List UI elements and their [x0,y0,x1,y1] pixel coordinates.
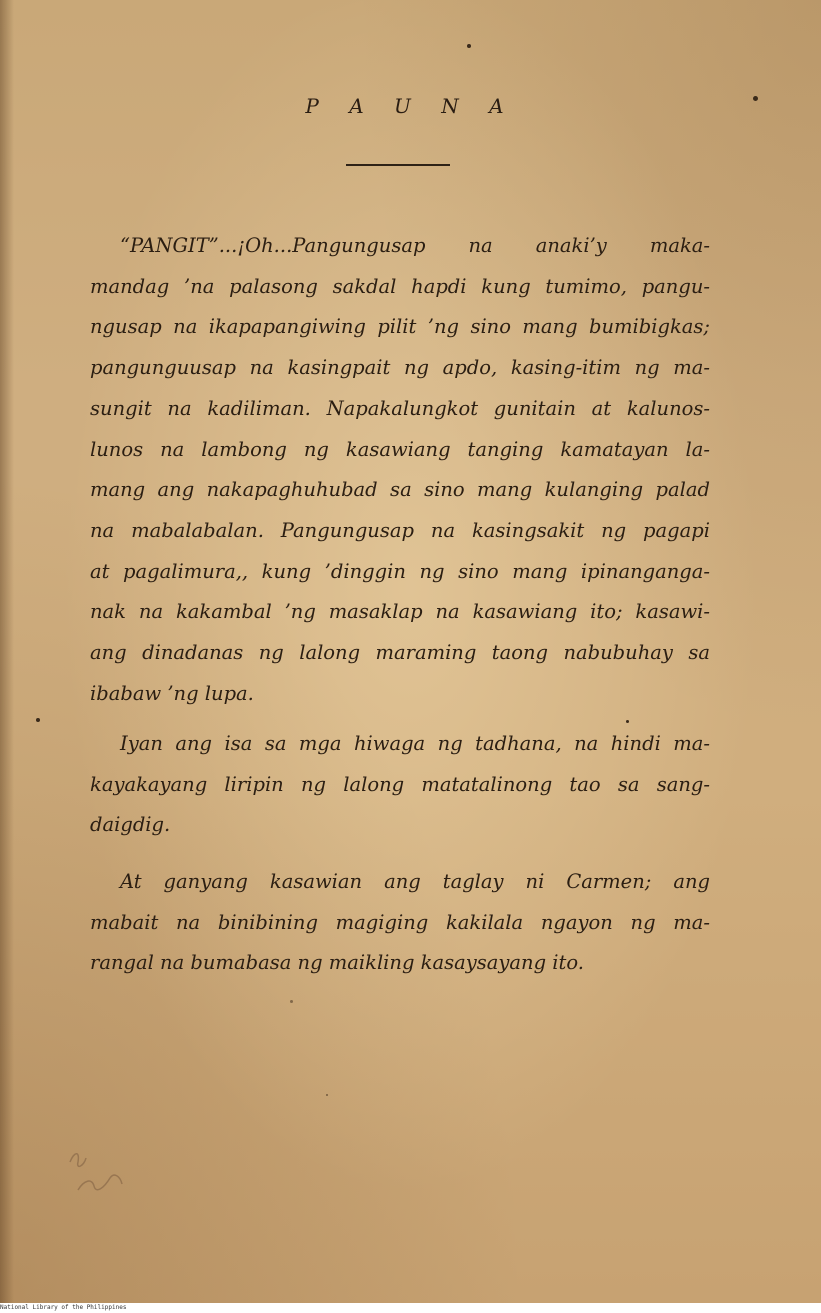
paragraph-3 [90,862,710,984]
paragraph-2 [90,724,710,846]
paragraph-line: mandag ’na palasong sakdal hapdi kung tumimo, pangu- [90,274,710,298]
paper-speck [326,1094,328,1096]
paragraph-line: “PANGIT”...¡Oh...Pangungusap na anaki’y maka- [120,234,710,257]
paper-speck [467,44,471,48]
page-edge-shadow [0,0,14,1303]
paper-speck [753,96,758,101]
paragraph-1 [90,226,710,714]
paragraph-line: pangunguusap na kasingpait ng apdo, kasing-itim ng ma- [90,356,710,380]
paragraph-line: kayakayang liripin ng lalong matatalinong tao sa sang- [90,772,710,796]
paper-speck [626,720,629,723]
paper-speck [36,718,40,722]
paragraph-line: At ganyang kasawian ang taglay ni Carmen; ang [120,870,710,893]
paragraph-line: mang ang nakapaghuhubad sa sino mang kulanging palad [90,478,710,502]
paragraph-line: nak na kakambal ’ng masaklap na kasawiang ito; kasawi- [90,600,710,624]
paragraph-line: daigdig. [90,813,171,837]
page-title: P A U N A [305,94,516,118]
paragraph-line: Iyan ang isa sa mga hiwaga ng tadhana, na hindi ma- [120,732,710,755]
paragraph-line: at pagalimura,, kung ’dinggin ng sino mang ipinanganga- [90,559,710,583]
paragraph-line: rangal na bumabasa ng maikling kasaysayang ito. [90,951,584,975]
pencil-mark [64,1132,144,1212]
library-credit: National Library of the Philippines [0,1304,127,1311]
paragraph-line: na mabalabalan. Pangungusap na kasingsakit ng pagapi [90,518,710,542]
title-rule [346,164,450,166]
paragraph-line: ngusap na ikapapangiwing pilit ’ng sino mang bumibigkas; [90,315,710,339]
paragraph-line: ang dinadanas ng lalong maraming taong nabubuhay sa [90,641,710,665]
paragraph-line: sungit na kadiliman. Napakalungkot gunitain at kalunos- [90,396,710,420]
paragraph-line: ibabaw ’ng lupa. [90,681,254,705]
paragraph-line: lunos na lambong ng kasawiang tanging kamatayan la- [90,437,710,461]
paragraph-line: mabait na binibining magiging kakilala ngayon ng ma- [90,910,710,934]
paper-speck [290,1000,293,1003]
